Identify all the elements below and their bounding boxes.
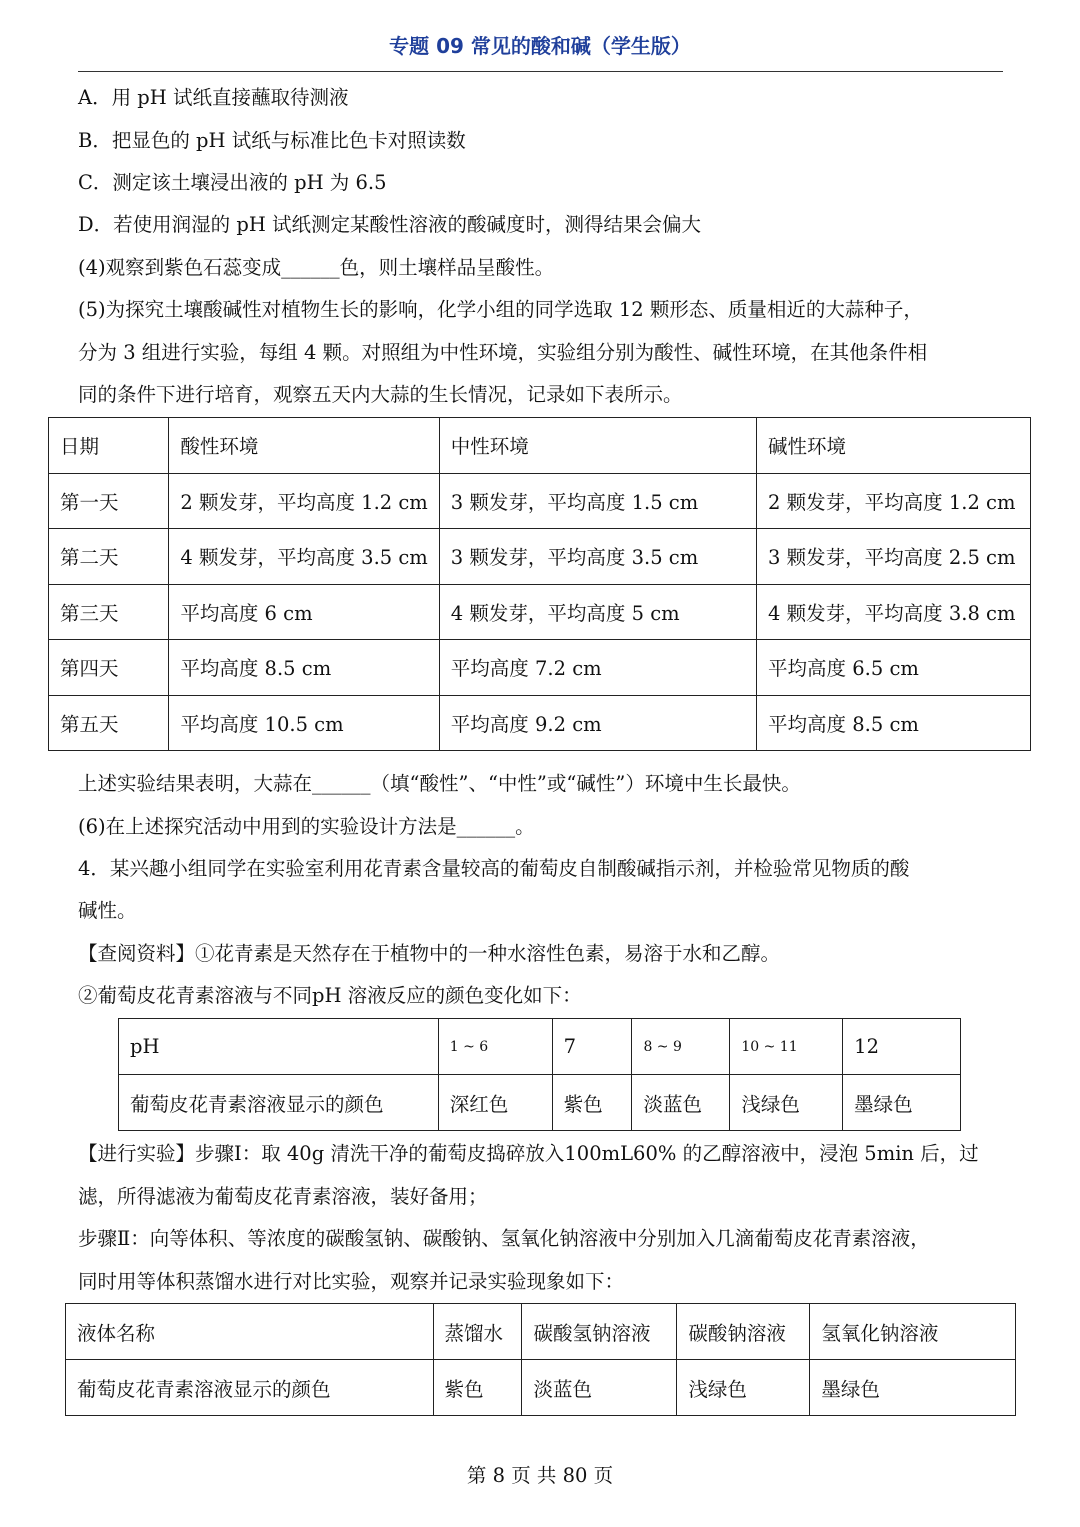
table-header-cell: 酸性环境 [169, 418, 439, 474]
option-a: A．用 pH 试纸直接蘸取待测液 [78, 86, 349, 109]
table-cell: 第四天 [49, 640, 169, 696]
table-cell: 第五天 [49, 695, 169, 751]
option-c: C．测定该土壤浸出液的 pH 为 6.5 [78, 171, 387, 194]
table-cell: 淡蓝色 [632, 1075, 730, 1131]
table-cell: 蒸馏水 [433, 1304, 522, 1360]
table-cell: 第一天 [49, 473, 169, 529]
option-b: B．把显色的 pH 试纸与标准比色卡对照读数 [78, 129, 466, 152]
table-cell: 4 颗发芽，平均高度 3.8 cm [757, 584, 1031, 640]
table-cell: 3 颗发芽，平均高度 3.5 cm [439, 529, 756, 585]
table-cell: 4 颗发芽，平均高度 5 cm [439, 584, 756, 640]
table-cell: 12 [843, 1019, 961, 1075]
table-row [49, 584, 1031, 640]
table-cell: 葡萄皮花青素溶液显示的颜色 [119, 1075, 439, 1131]
step-2-line-2: 同时用等体积蒸馏水进行对比实验，观察并记录实验现象如下： [78, 1270, 625, 1293]
table-header-cell: 碱性环境 [757, 418, 1031, 474]
question-5-line-1: (5)为探究土壤酸碱性对植物生长的影响，化学小组的同学选取 12 颗形态、质量相近的大蒜种子， [78, 298, 923, 321]
question-5-line-3: 同的条件下进行培育，观察五天内大蒜的生长情况，记录如下表所示。 [78, 383, 683, 406]
table-cell: 碳酸氢钠溶液 [522, 1304, 677, 1360]
table-cell: 紫色 [433, 1360, 522, 1416]
table-cell: 平均高度 6.5 cm [757, 640, 1031, 696]
table-cell: 葡萄皮花青素溶液显示的颜色 [66, 1360, 434, 1416]
table-cell: 4 颗发芽，平均高度 3.5 cm [169, 529, 439, 585]
table-row [119, 1075, 961, 1131]
growth-table [48, 417, 1031, 751]
table-cell: 第三天 [49, 584, 169, 640]
table-row [119, 1019, 961, 1075]
result-line: 上述实验结果表明，大蒜在______（填“酸性”、“中性”或“碱性”）环境中生长最快。 [78, 772, 801, 795]
info-line-2: ②葡萄皮花青素溶液与不同pH 溶液反应的颜色变化如下： [78, 984, 582, 1007]
question-4-main-line-2: 碱性。 [78, 899, 137, 922]
table-row [49, 529, 1031, 585]
header-divider [78, 71, 1003, 72]
page-footer: 第 8 页 共 80 页 [466, 1464, 614, 1487]
table-cell: 浅绿色 [677, 1360, 810, 1416]
table-cell: 液体名称 [66, 1304, 434, 1360]
table-row [49, 473, 1031, 529]
step-2-line-1: 步骤Ⅱ：向等体积、等浓度的碳酸氢钠、碳酸钠、氢氧化钠溶液中分别加入几滴葡萄皮花青素溶液， [78, 1227, 930, 1250]
question-5-line-2: 分为 3 组进行实验，每组 4 颗。对照组为中性环境，实验组分别为酸性、碱性环境，在其他条件相 [78, 341, 928, 364]
info-line-1: 【查阅资料】①花青素是天然存在于植物中的一种水溶性色素，易溶于水和乙醇。 [78, 942, 781, 965]
table-header-row [49, 418, 1031, 474]
table-cell: 第二天 [49, 529, 169, 585]
table-cell: 平均高度 6 cm [169, 584, 439, 640]
table-cell: 平均高度 8.5 cm [757, 695, 1031, 751]
table-cell: 7 [552, 1019, 632, 1075]
table-row [49, 695, 1031, 751]
table-header-cell: 中性环境 [439, 418, 756, 474]
table-cell: 平均高度 9.2 cm [439, 695, 756, 751]
table-row [49, 640, 1031, 696]
table-cell: 紫色 [552, 1075, 632, 1131]
table-cell: 10 ~ 11 [730, 1019, 843, 1075]
table-cell: 墨绿色 [810, 1360, 1016, 1416]
table-row [66, 1304, 1016, 1360]
table-cell: 2 颗发芽，平均高度 1.2 cm [757, 473, 1031, 529]
table-cell: 平均高度 8.5 cm [169, 640, 439, 696]
table-cell: 深红色 [438, 1075, 552, 1131]
table-cell: 平均高度 10.5 cm [169, 695, 439, 751]
step-1-line-2: 滤，所得滤液为葡萄皮花青素溶液，装好备用； [78, 1185, 488, 1208]
table-cell: 碳酸钠溶液 [677, 1304, 810, 1360]
table-cell: 3 颗发芽，平均高度 2.5 cm [757, 529, 1031, 585]
table-row [66, 1360, 1016, 1416]
table-cell: 氢氧化钠溶液 [810, 1304, 1016, 1360]
liquid-color-table [65, 1303, 1016, 1416]
table-header-cell: 日期 [49, 418, 169, 474]
table-cell: 3 颗发芽，平均高度 1.5 cm [439, 473, 756, 529]
page-header-title: 专题 09 常见的酸和碱（学生版） [389, 34, 691, 58]
option-d: D．若使用润湿的 pH 试纸测定某酸性溶液的酸碱度时，测得结果会偏大 [78, 213, 702, 236]
question-4-line: (4)观察到紫色石蕊变成______色，则土壤样品呈酸性。 [78, 256, 555, 279]
question-6-line: (6)在上述探究活动中用到的实验设计方法是______。 [78, 815, 535, 838]
table-cell: 平均高度 7.2 cm [439, 640, 756, 696]
table-cell: pH [119, 1019, 439, 1075]
table-cell: 8 ~ 9 [632, 1019, 730, 1075]
table-cell: 浅绿色 [730, 1075, 843, 1131]
ph-color-table [118, 1018, 961, 1131]
table-cell: 墨绿色 [843, 1075, 961, 1131]
table-cell: 1 ~ 6 [438, 1019, 552, 1075]
table-cell: 淡蓝色 [522, 1360, 677, 1416]
step-1-line-1: 【进行实验】步骤Ⅰ：取 40g 清洗干净的葡萄皮捣碎放入100mL60% 的乙醇溶液中，浸泡 5min 后，过 [78, 1142, 979, 1165]
question-4-main-line-1: 4．某兴趣小组同学在实验室利用花青素含量较高的葡萄皮自制酸碱指示剂，并检验常见物质的酸 [78, 857, 910, 880]
table-cell: 2 颗发芽，平均高度 1.2 cm [169, 473, 439, 529]
